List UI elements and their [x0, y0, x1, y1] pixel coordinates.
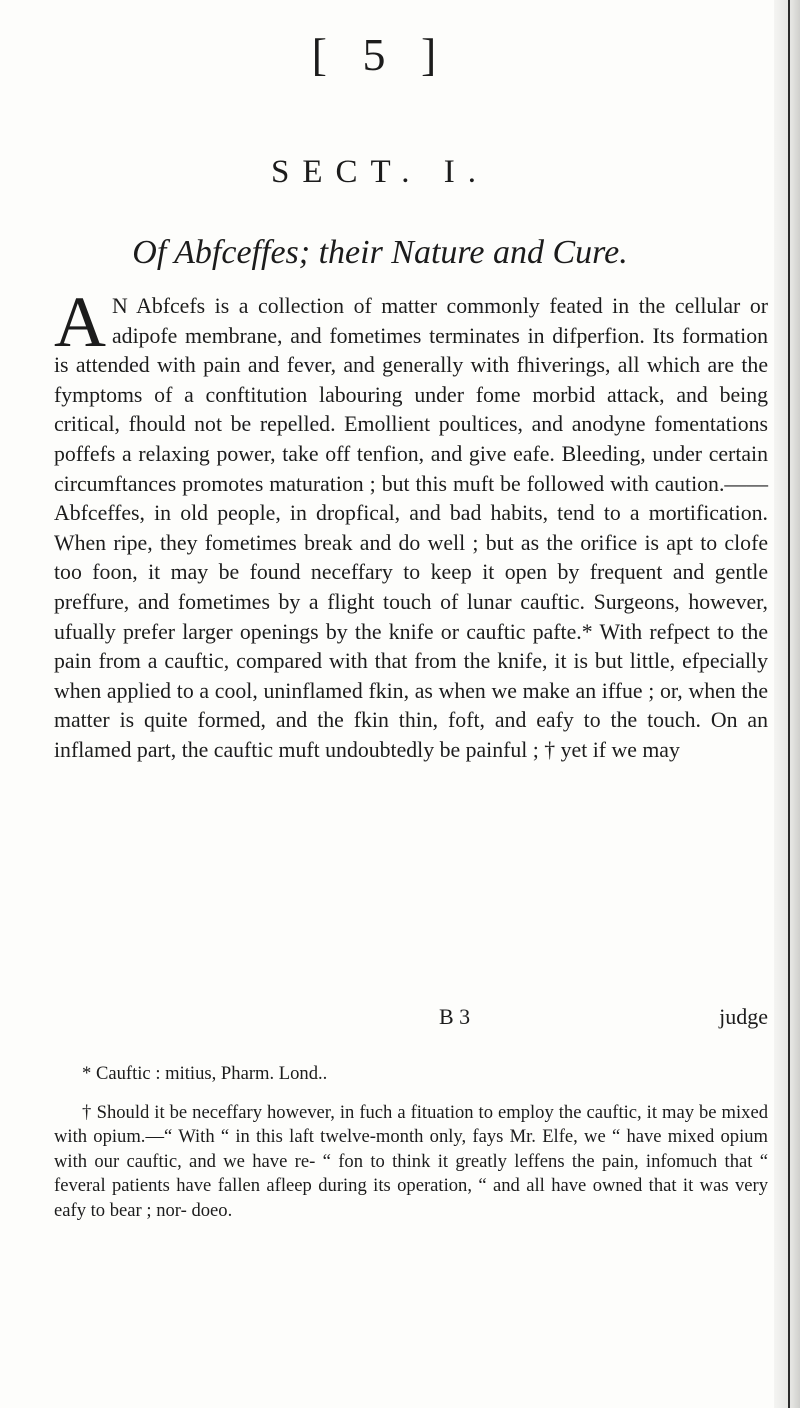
footnotes	[54, 1062, 768, 1224]
drop-cap: A	[54, 282, 106, 362]
section-heading: SECT. I.	[271, 154, 489, 190]
footnote-2: † Should it be neceffary however, in fuch a fituation to employ the cauftic, it may be mixed with opium.—“ With “ in this laft twelve-month only, fays Mr. Elfe, we “ have mixed opium with our cauftic, and we have re- “ fon to think it greatly leffens the pain, infomuch that “ feveral patients have fallen afleep during its operation, “ and all have owned that it was very eafy to bear ; nor- doeo.	[54, 1101, 768, 1221]
chapter-title: Of Abfceffes; their Nature and Cure.	[132, 234, 628, 271]
catch-line	[54, 1004, 768, 1036]
binding-line	[788, 0, 790, 1408]
catchword: judge	[719, 1004, 768, 1029]
running-head: [ 5 ]	[311, 29, 449, 80]
footnote-1: * Cauftic : mitius, Pharm. Lond..	[82, 1063, 328, 1084]
signature-mark: B 3	[439, 1004, 471, 1029]
page-edge	[774, 0, 800, 1408]
body-paragraph: N Abfcefs is a collection of matter commonly feated in the cellular or adipofe membrane, and fometimes terminates in difperfion. Its formation is attended with pain and fever, and generally with fhiverings, all which are the fymptoms of a conftitution labouring under fome morbid attack, and being critical, fhould not be repelled. Emollient poultices, and anodyne fomentations poffefs a relaxing power, take off tenfion, and give eafe. Bleeding, under certain circumftances promotes maturation ; but this muft be followed with caution.——Abfceffes, in old people, in dropfical, and bad habits, tend to a mortification. When ripe, they fometimes break and do well ; but as the orifice is apt to clofe too foon, it may be found neceffary to keep it open by frequent and gentle preffure, and fometimes by a flight touch of lunar cauftic. Surgeons, however, ufually prefer larger openings by the knife or cauftic pafte.* With refpect to the pain from a cauftic, compared with that from the knife, it is but little, efpecially when applied to a cool, uninflamed fkin, as when we make an iffue ; or, when the matter is quite formed, and the fkin thin, foft, and eafy to the touch. On an inflamed part, the cauftic muft undoubtedly be painful ; † yet if we may	[54, 294, 768, 762]
main-text	[54, 282, 768, 766]
